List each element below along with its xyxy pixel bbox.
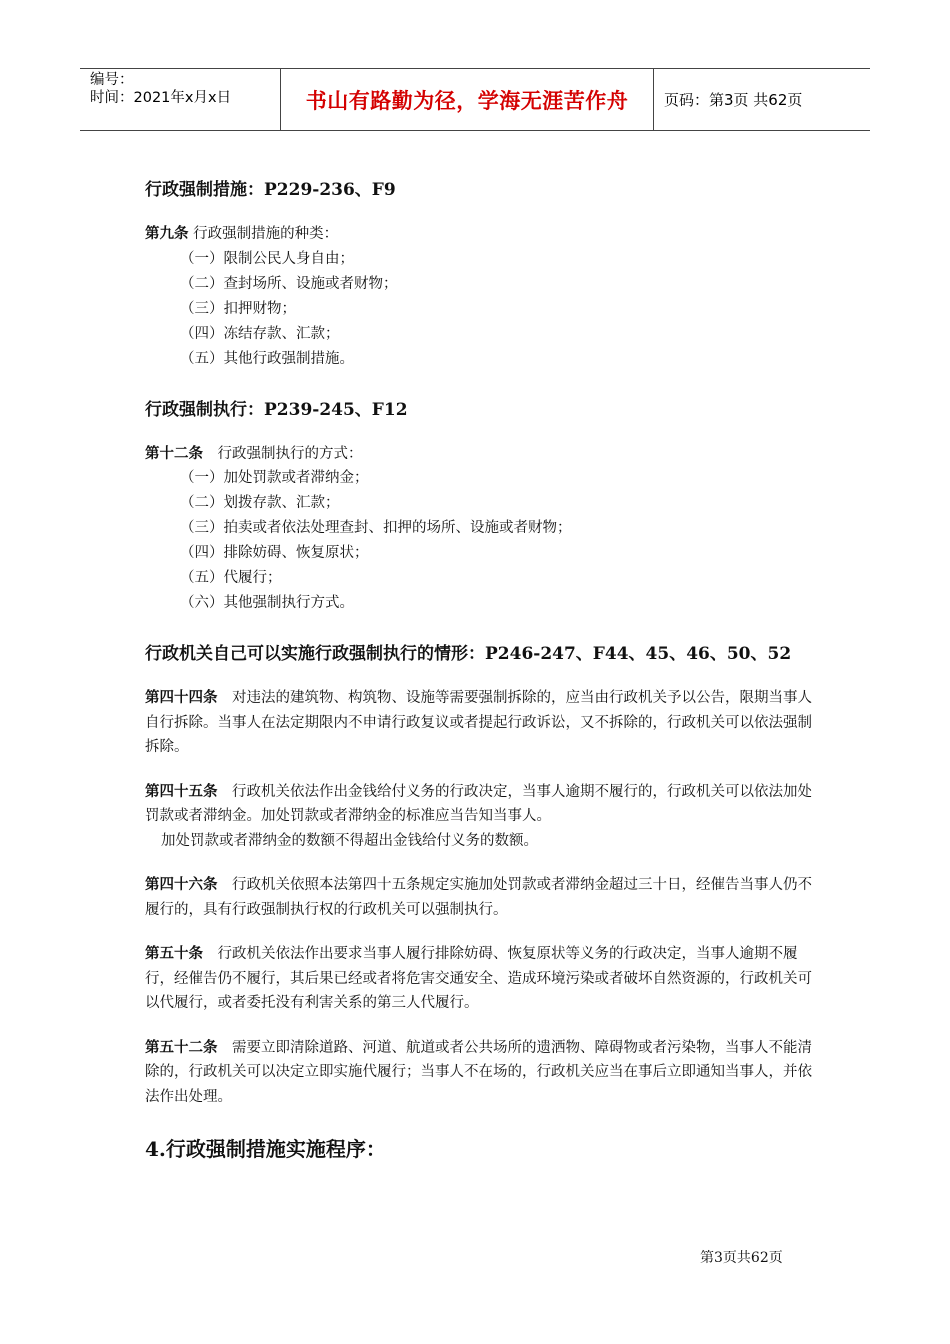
article-12-text: 行政强制执行的方式： <box>203 445 363 462</box>
article-44-head: 第四十四条 <box>145 689 218 706</box>
article-50-text: 行政机关依法作出要求当事人履行排除妨碍、恢复原状等义务的行政决定，当事人逾期不履行，经催告仍不履行，其后果已经或者将危害交通安全、造成环境污染或者破坏自然资源的，行政机关可以代履行，或者委托没有利害关系的第三人代履行。 <box>145 946 812 1011</box>
header-table <box>80 68 870 131</box>
article-45-text: 行政机关依法作出金钱给付义务的行政决定，当事人逾期不履行的，行政机关可以依法加处罚款或者滞纳金。加处罚款或者滞纳金的标准应当告知当事人。 <box>145 783 812 824</box>
article-45-head: 第四十五条 <box>145 782 218 800</box>
article-52-head: 第五十二条 <box>145 1038 218 1056</box>
article-50-head: 第五十条 <box>145 945 203 962</box>
time-label: 时间：2021年x月x日 <box>90 90 232 106</box>
article-46-head: 第四十六条 <box>145 876 218 893</box>
article-45 <box>145 780 815 829</box>
article-52 <box>145 1036 815 1110</box>
header-meta <box>80 69 281 130</box>
article-46-text: 行政机关依照本法第四十五条规定实施加处罚款或者滞纳金超过三十日，经催告当事人仍不履行的，具有行政强制执行权的行政机关可以强制执行。 <box>145 877 812 918</box>
header-motto <box>281 69 654 130</box>
list-item: （六）其他强制执行方式。 <box>180 595 354 611</box>
section-title-execution: 行政强制执行：P239-245、F12 <box>145 399 408 420</box>
article-44-text: 对违法的建筑物、构筑物、设施等需要强制拆除的，应当由行政机关予以公告，限期当事人自行拆除。当事人在法定期限内不申请行政复议或者提起行政诉讼，又不拆除的，行政机关可以依法强制拆除。 <box>145 690 812 755</box>
motto-text: 书山有路勤为径，学海无涯苦作舟 <box>305 88 629 113</box>
article-9-head: 第九条 <box>145 225 189 242</box>
list-item: （一）加处罚款或者滞纳金； <box>180 470 369 486</box>
article-45-paragraph-2: 加处罚款或者滞纳金的数额不得超出金钱给付义务的数额。 <box>161 832 538 849</box>
article-12-head: 第十二条 <box>145 444 203 462</box>
section-title-measures: 行政强制措施：P229-236、F9 <box>145 180 396 200</box>
article-9-text: 行政强制措施的种类： <box>188 226 339 242</box>
list-item: （四）排除妨碍、恢复原状； <box>180 545 369 561</box>
list-item: （二）查封场所、设施或者财物； <box>180 275 398 292</box>
list-item: （一）限制公民人身自由； <box>180 250 354 267</box>
section-title-procedure: 4.行政强制措施实施程序： <box>145 1137 386 1161</box>
list-item: （四）冻结存款、汇款； <box>180 325 340 342</box>
article-46 <box>145 873 815 922</box>
section-title-self-execution: 行政机关自己可以实施行政强制执行的情形：P246-247、F44、45、46、50、52 <box>145 644 792 664</box>
article-52-text: 需要立即清除道路、河道、航道或者公共场所的遗洒物、障碍物或者污染物，当事人不能清除的，行政机关可以决定立即实施代履行；当事人不在场的，行政机关应当在事后立即通知当事人，并依法作出处理。 <box>145 1039 812 1105</box>
list-item: （五）代履行； <box>180 570 282 586</box>
list-item: （三）拍卖或者依法处理查封、扣押的场所、设施或者财物； <box>180 520 572 536</box>
article-50 <box>145 942 815 1016</box>
document-body <box>145 178 815 1163</box>
article-12 <box>145 442 815 467</box>
list-item: （五）其他行政强制措施。 <box>180 350 354 367</box>
footer-page-number: 第3页共62页 <box>700 1250 783 1266</box>
article-9 <box>145 222 815 247</box>
number-label: 编号： <box>90 72 134 88</box>
list-item: （二）划拨存款、汇款； <box>180 495 340 511</box>
article-44 <box>145 686 815 760</box>
list-item: （三）扣押财物； <box>180 300 296 317</box>
header-page-info: 页码：第3页 共62页 <box>664 91 803 109</box>
